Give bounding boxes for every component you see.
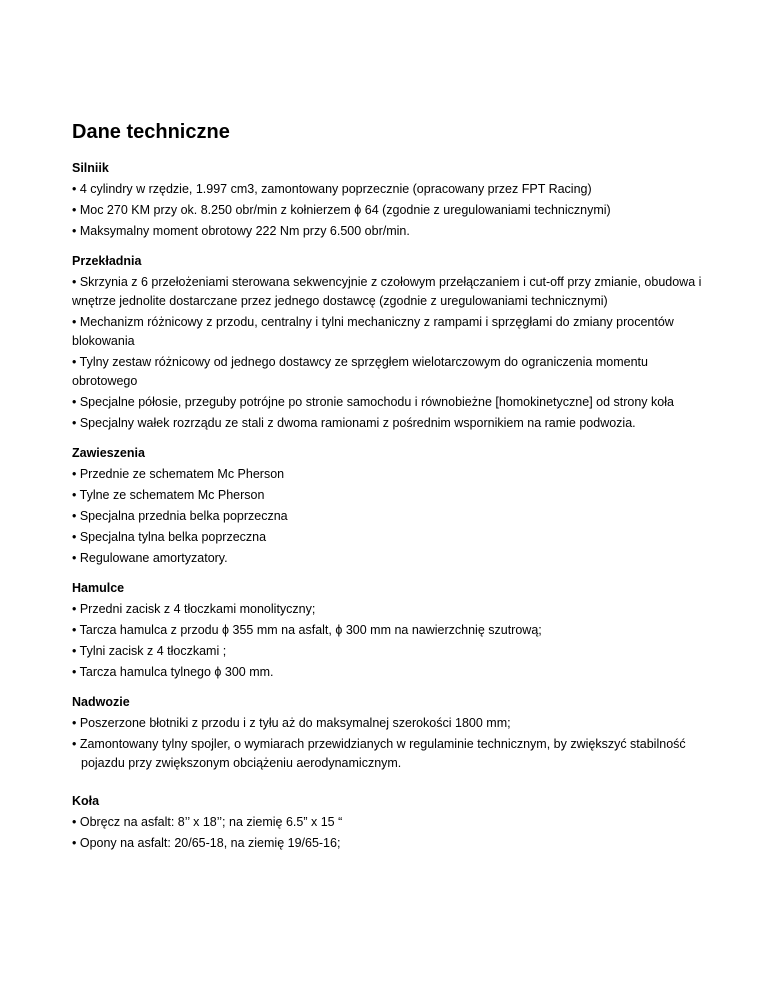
section-heading: Nadwozie xyxy=(72,695,130,709)
list-item: • Skrzynia z 6 przełożeniami sterowana sekwencyjnie z czołowym przełączaniem i cut-off przy zmianie, obudowa i wnętrze jednolite dostarczane przez jednego dostawcę (zgodnie z uregulowaniami technicznymi) xyxy=(72,275,702,308)
list-item: • Maksymalny moment obrotowy 222 Nm przy 6.500 obr/min. xyxy=(72,224,410,238)
section-nadwozie xyxy=(72,692,712,773)
list-item: • Przedni zacisk z 4 tłoczkami monolityczny; xyxy=(72,602,316,616)
list-item: • Tylny zestaw różnicowy od jednego dostawcy ze sprzęgłem wielotarczowym do ograniczenia momentu obrotowego xyxy=(72,355,648,388)
list-item: • Poszerzone błotniki z przodu i z tyłu aż do maksymalnej szerokości 1800 mm; xyxy=(72,716,511,730)
section-zawieszenia xyxy=(72,443,712,568)
list-item: • Obręcz na asfalt: 8’’ x 18’’; na ziemię 6.5” x 15 “ xyxy=(72,815,343,829)
list-item: • 4 cylindry w rzędzie, 1.997 cm3, zamontowany poprzecznie (opracowany przez FPT Racing) xyxy=(72,182,592,196)
document-page xyxy=(72,118,712,863)
section-hamulce xyxy=(72,578,712,682)
list-item: • Specjalna tylna belka poprzeczna xyxy=(72,530,267,544)
document-title: Dane techniczne xyxy=(72,121,230,143)
section-silnik xyxy=(72,158,712,241)
section-kola xyxy=(72,791,712,853)
list-item: • Moc 270 KM przy ok. 8.250 obr/min z kołnierzem ϕ 64 (zgodnie z uregulowaniami technicznymi) xyxy=(72,203,611,217)
list-item: • Specjalna przednia belka poprzeczna xyxy=(72,509,288,523)
list-item: • Tylne ze schematem Mc Pherson xyxy=(72,488,265,502)
list-item: • Specjalne półosie, przeguby potrójne po stronie samochodu i równobieżne [homokinetyczne] od strony koła xyxy=(72,395,674,409)
list-item: • Tarcza hamulca z przodu ϕ 355 mm na asfalt, ϕ 300 mm na nawierzchnię szutrową; xyxy=(72,623,542,637)
section-heading: Silniik xyxy=(72,161,109,175)
list-item: • Zamontowany tylny spojler, o wymiarach przewidzianych w regulaminie technicznym, by zwiększyć stabilność pojazdu przy zwiększonym obciążeniu aerodynamicznym. xyxy=(72,737,686,770)
list-item: • Mechanizm różnicowy z przodu, centralny i tylni mechaniczny z rampami i sprzęgłami do zmiany procentów blokowania xyxy=(72,315,674,348)
section-przekladnia xyxy=(72,251,712,433)
section-heading: Przekładnia xyxy=(72,254,142,268)
section-heading: Hamulce xyxy=(72,581,125,595)
list-item: • Przednie ze schematem Mc Pherson xyxy=(72,467,285,481)
list-item: • Tylni zacisk z 4 tłoczkami ; xyxy=(72,644,227,658)
section-heading: Koła xyxy=(72,794,100,808)
list-item: • Tarcza hamulca tylnego ϕ 300 mm. xyxy=(72,665,274,679)
list-item: • Regulowane amortyzatory. xyxy=(72,551,228,565)
section-heading: Zawieszenia xyxy=(72,446,145,460)
list-item: • Specjalny wałek rozrządu ze stali z dwoma ramionami z pośrednim wspornikiem na ramie podwozia. xyxy=(72,416,636,430)
list-item: • Opony na asfalt: 20/65-18, na ziemię 19/65-16; xyxy=(72,836,341,850)
